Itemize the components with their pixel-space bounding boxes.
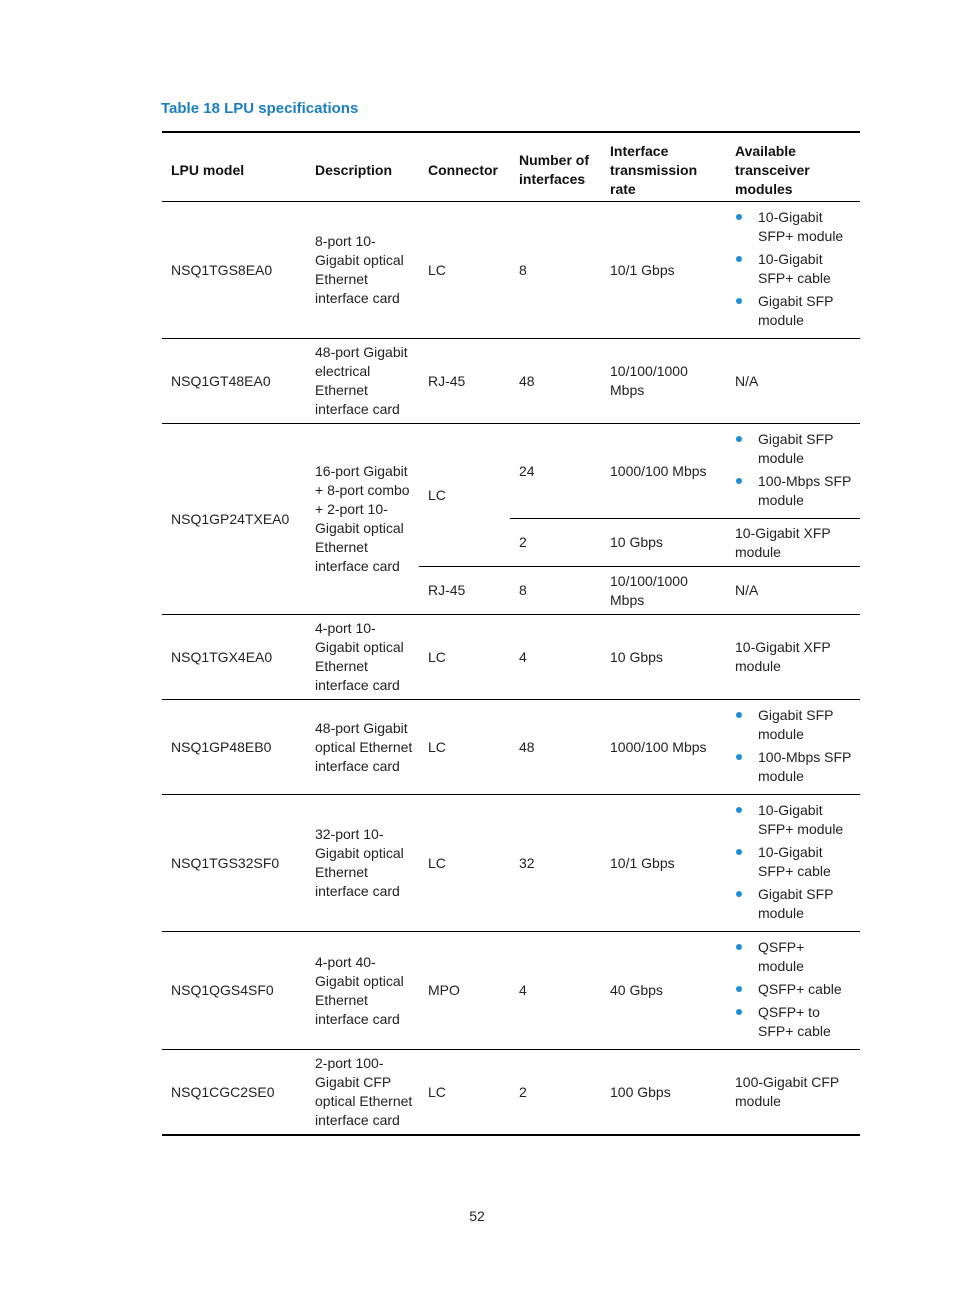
bullet-icon xyxy=(736,1009,742,1015)
count-cell: 2 xyxy=(510,1050,601,1136)
description-cell: 8-port 10-Gigabit optical Ethernet interface card xyxy=(306,202,419,339)
modules-cell: 100-Gigabit CFP module xyxy=(726,1050,860,1136)
bullet-icon xyxy=(736,754,742,760)
table-row xyxy=(162,795,860,932)
count-cell: 8 xyxy=(510,567,601,615)
header-lpu-model: LPU model xyxy=(171,161,245,178)
rate-cell: 40 Gbps xyxy=(601,932,726,1050)
table-row xyxy=(162,615,860,700)
description-cell: 32-port 10-Gigabit optical Ethernet interface card xyxy=(306,795,419,932)
rate-cell: 10 Gbps xyxy=(601,519,726,567)
bullet-icon xyxy=(736,256,742,262)
bullet-icon xyxy=(736,849,742,855)
table-caption: Table 18 LPU specifications xyxy=(161,100,359,117)
connector-cell: LC xyxy=(419,202,510,339)
module-item xyxy=(735,472,854,510)
model-cell: NSQ1TGS8EA0 xyxy=(162,202,306,339)
connector-cell: LC xyxy=(419,795,510,932)
count-cell: 4 xyxy=(510,932,601,1050)
header-connector: Connector xyxy=(428,161,498,178)
module-item xyxy=(735,208,854,246)
table-row xyxy=(162,700,860,795)
description-cell: 48-port Gigabit optical Ethernet interface card xyxy=(306,700,419,795)
modules-cell: 10-Gigabit XFP module xyxy=(726,519,860,567)
header-description: Description xyxy=(315,161,393,178)
modules-cell xyxy=(726,424,860,519)
module-label: 10-Gigabit SFP+ module xyxy=(758,802,844,837)
table-row xyxy=(162,339,860,424)
page-number: 52 xyxy=(469,1208,485,1224)
connector-cell: RJ-45 xyxy=(419,339,510,424)
bullet-icon xyxy=(736,214,742,220)
module-label: QSFP+ module xyxy=(758,939,805,974)
module-item xyxy=(735,430,854,468)
connector-cell: LC xyxy=(419,615,510,700)
module-item xyxy=(735,938,854,976)
modules-cell xyxy=(726,795,860,932)
connector-cell: MPO xyxy=(419,932,510,1050)
table-row xyxy=(162,202,860,339)
count-cell: 8 xyxy=(510,202,601,339)
modules-cell xyxy=(726,202,860,339)
rate-cell: 10/1 Gbps xyxy=(601,202,726,339)
model-cell: NSQ1CGC2SE0 xyxy=(162,1050,306,1136)
rate-cell: 1000/100 Mbps xyxy=(601,424,726,519)
bullet-icon xyxy=(736,944,742,950)
model-cell: NSQ1GP48EB0 xyxy=(162,700,306,795)
model-cell: NSQ1QGS4SF0 xyxy=(162,932,306,1050)
count-cell: 48 xyxy=(510,339,601,424)
description-cell: 48-port Gigabit electrical Ethernet interface card xyxy=(306,339,419,424)
count-cell: 2 xyxy=(510,519,601,567)
table-row xyxy=(162,424,860,519)
rate-cell: 10 Gbps xyxy=(601,615,726,700)
module-label: QSFP+ cable xyxy=(758,981,842,997)
model-cell: NSQ1GP24TXEA0 xyxy=(162,424,306,615)
connector-cell: LC xyxy=(419,1050,510,1136)
modules-list xyxy=(735,208,854,330)
rate-cell: 10/1 Gbps xyxy=(601,795,726,932)
model-cell: NSQ1TGX4EA0 xyxy=(162,615,306,700)
module-label: Gigabit SFP module xyxy=(758,293,834,328)
module-item xyxy=(735,706,854,744)
modules-cell xyxy=(726,932,860,1050)
bullet-icon xyxy=(736,807,742,813)
bullet-icon xyxy=(736,478,742,484)
modules-list xyxy=(735,430,854,510)
modules-list xyxy=(735,801,854,923)
description-cell: 2-port 100-Gigabit CFP optical Ethernet interface card xyxy=(306,1050,419,1136)
module-label: 10-Gigabit SFP+ cable xyxy=(758,844,831,879)
connector-cell: LC xyxy=(419,700,510,795)
bullet-icon xyxy=(736,298,742,304)
modules-cell xyxy=(726,700,860,795)
count-cell: 4 xyxy=(510,615,601,700)
module-label: 10-Gigabit SFP+ cable xyxy=(758,251,831,286)
modules-list xyxy=(735,706,854,786)
module-item xyxy=(735,980,854,999)
bullet-icon xyxy=(736,436,742,442)
module-label: Gigabit SFP module xyxy=(758,707,834,742)
count-cell: 48 xyxy=(510,700,601,795)
module-item xyxy=(735,292,854,330)
model-cell: NSQ1GT48EA0 xyxy=(162,339,306,424)
modules-list xyxy=(735,938,854,1041)
module-item xyxy=(735,1003,854,1041)
table-row xyxy=(162,932,860,1050)
model-cell: NSQ1TGS32SF0 xyxy=(162,795,306,932)
rate-cell: 10/100/1000 Mbps xyxy=(601,339,726,424)
modules-cell: N/A xyxy=(726,339,860,424)
description-cell: 4-port 10-Gigabit optical Ethernet interface card xyxy=(306,615,419,700)
module-label: Gigabit SFP module xyxy=(758,886,834,921)
bullet-icon xyxy=(736,891,742,897)
module-item xyxy=(735,801,854,839)
header-transmission-rate: Interface transmission rate xyxy=(610,142,698,197)
bullet-icon xyxy=(736,986,742,992)
description-cell: 16-port Gigabit + 8-port combo + 2-port 10-Gigabit optical Ethernet interface card xyxy=(306,424,419,615)
module-label: QSFP+ to SFP+ cable xyxy=(758,1004,831,1039)
modules-cell: N/A xyxy=(726,567,860,615)
table-row xyxy=(162,1050,860,1136)
module-label: 10-Gigabit SFP+ module xyxy=(758,209,844,244)
lpu-spec-table xyxy=(162,131,860,1136)
rate-cell: 100 Gbps xyxy=(601,1050,726,1136)
connector-cell: LC xyxy=(419,424,510,567)
module-item xyxy=(735,748,854,786)
table-header-row xyxy=(162,132,860,202)
module-label: 100-Mbps SFP module xyxy=(758,473,852,508)
module-label: 100-Mbps SFP module xyxy=(758,749,852,784)
modules-cell: 10-Gigabit XFP module xyxy=(726,615,860,700)
module-label: Gigabit SFP module xyxy=(758,431,834,466)
connector-cell: RJ-45 xyxy=(419,567,510,615)
rate-cell: 1000/100 Mbps xyxy=(601,700,726,795)
count-cell: 24 xyxy=(510,424,601,519)
count-cell: 32 xyxy=(510,795,601,932)
module-item xyxy=(735,250,854,288)
description-cell: 4-port 40-Gigabit optical Ethernet interface card xyxy=(306,932,419,1050)
table-body xyxy=(162,202,860,1136)
rate-cell: 10/100/1000 Mbps xyxy=(601,567,726,615)
header-transceiver-modules: Available transceiver modules xyxy=(735,142,810,197)
module-item xyxy=(735,885,854,923)
header-number-of-interfaces: Number of interfaces xyxy=(519,152,589,187)
module-item xyxy=(735,843,854,881)
bullet-icon xyxy=(736,712,742,718)
